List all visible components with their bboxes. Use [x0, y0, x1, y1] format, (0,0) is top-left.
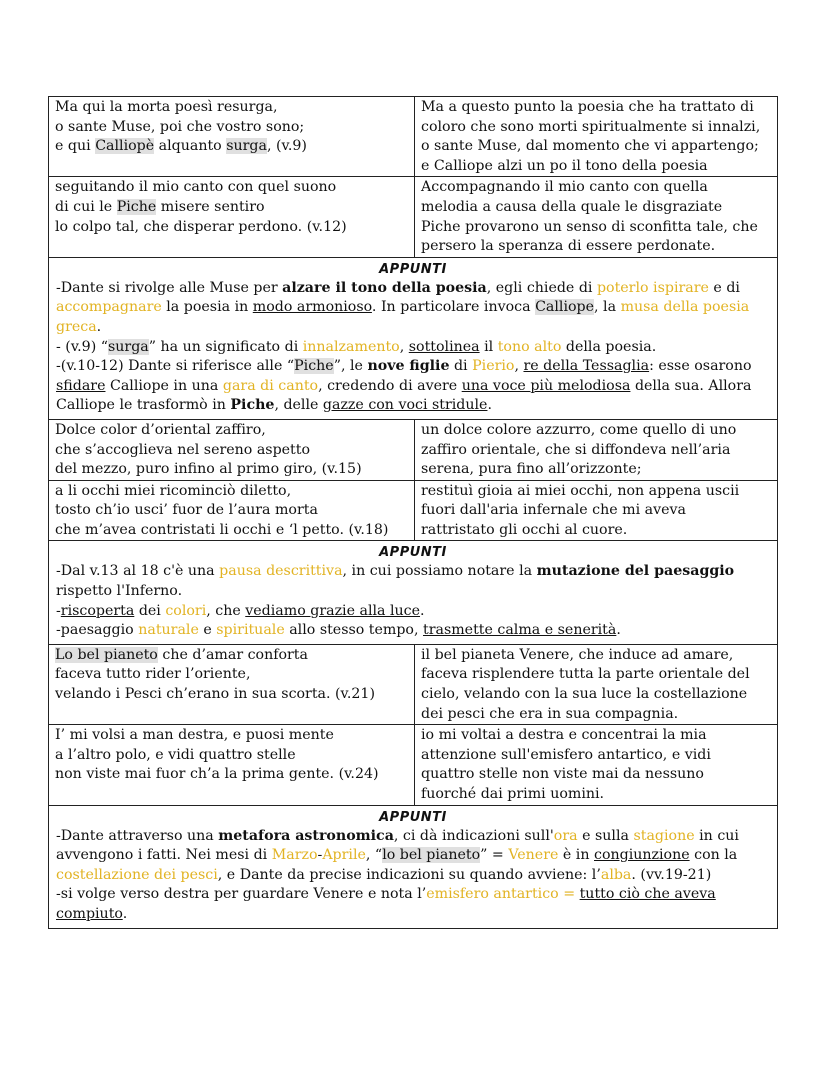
verse-row: [49, 97, 778, 177]
paraphrase: il bel pianeta Venere, che induce ad amare, faceva risplendere tutta la parte orientale del cielo, velando con la sua luce la costellazione dei pesci che era in sua compagnia.: [415, 644, 778, 724]
paraphrase: restituì gioia ai miei occhi, non appena uscii fuori dall'aria infernale che mi aveva rattristato gli occhi al cuore.: [415, 480, 778, 541]
note-paragraph: -Dal v.13 al 18 c'è una pausa descrittiva, in cui possiamo notare la mutazione del paesaggio rispetto l'Inferno.: [56, 563, 735, 600]
original-verse: a li occhi miei ricominciò diletto, tosto ch’io usci’ fuor de l’aura morta che m’avea contristati li occhi e ‘l petto. (v.18): [49, 480, 415, 541]
notes-row: [49, 257, 778, 419]
paraphrase: un dolce colore azzurro, come quello di uno zaffiro orientale, che si diffondeva nell’aria serena, pura fino all’orizzonte;: [415, 419, 778, 480]
original-verse: I’ mi volsi a man destra, e puosi mente a l’altro polo, e vidi quattro stelle non viste mai fuor ch’a la prima gente. (v.24): [49, 725, 415, 805]
original-verse: Ma qui la morta poesì resurga, o sante Muse, poi che vostro sono; e qui Calliopè alquanto surga, (v.9): [49, 97, 415, 177]
notes-cell: [49, 805, 778, 928]
notes-row: [49, 541, 778, 644]
note-paragraph: -Dante attraverso una metafora astronomica, ci dà indicazioni sull'ora e sulla stagione in cui avvengono i fatti. Nei mesi di Marzo-Aprile, “lo bel pianeto” = Venere è in congiunzione con la costellazione dei pesci, e Dante da precise indicazioni su quando avviene: l’alba. (vv.19-21): [56, 827, 739, 883]
original-verse: Dolce color d’oriental zaffiro, che s’accoglieva nel sereno aspetto del mezzo, puro infino al primo giro, (v.15): [49, 419, 415, 480]
original-verse: seguitando il mio canto con quel suono di cui le Piche misere sentiro lo colpo tal, che disperar perdono. (v.12): [49, 177, 415, 257]
highlight: Piche: [116, 198, 157, 215]
verse-row: [49, 644, 778, 724]
note-paragraph: -si volge verso destra per guardare Venere e nota l’emisfero antartico = tutto ciò che aveva compiuto.: [56, 886, 716, 922]
notes-row: [49, 805, 778, 928]
note-paragraph: -Dante si rivolge alle Muse per alzare il tono della poesia, egli chiede di poterlo ispirare e di accompagnare la poesia in modo armonioso. In particolare invoca Calliope, la musa della poesia greca.: [56, 279, 750, 335]
notes-cell: [49, 257, 778, 419]
notes-heading: APPUNTI: [379, 809, 447, 825]
notes-heading: APPUNTI: [379, 545, 447, 561]
note-paragraph: - (v.9) “surga” ha un significato di innalzamento, sottolinea il tono alto della poesia.: [56, 338, 657, 355]
paraphrase: Accompagnando il mio canto con quella melodia a causa della quale le disgraziate Piche provarono un senso di sconfitta tale, che persero la speranza di essere perdonate.: [415, 177, 778, 257]
note-paragraph: -riscoperta dei colori, che vediamo grazie alla luce.: [56, 602, 425, 619]
note-paragraph: -paesaggio naturale e spirituale allo stesso tempo, trasmette calma e senerità.: [56, 622, 621, 639]
verse-row: [49, 480, 778, 541]
paraphrase: io mi voltai a destra e concentrai la mia attenzione sull'emisfero antartico, e vidi quattro stelle non viste mai da nessuno fuorché dai primi uomini.: [415, 725, 778, 805]
verse-row: [49, 725, 778, 805]
verse-row: [49, 419, 778, 480]
paraphrase: Ma a questo punto la poesia che ha trattato di coloro che sono morti spiritualmente si innalzi, o sante Muse, dal momento che vi appartengo; e Calliope alzi un po il tono della poesia: [415, 97, 778, 177]
note-paragraph: -(v.10-12) Dante si riferisce alle “Piche”, le nove figlie di Pierio, re della Tessaglia: esse osarono sfidare Calliope in una gara di canto, credendo di avere una voce più melodiosa della sua. Allora Calliope le trasformò in Piche, delle gazze con voci stridule.: [56, 358, 752, 414]
notes-cell: [49, 541, 778, 644]
original-verse: Lo bel pianeto che d’amar conforta faceva tutto rider l’oriente, velando i Pesci ch’erano in sua scorta. (v.21): [49, 644, 415, 724]
highlight: Lo bel pianeto: [55, 646, 158, 663]
document-table: [48, 96, 778, 929]
verse-row: [49, 177, 778, 257]
highlight: surga: [226, 138, 267, 155]
highlight: Calliopè: [95, 138, 155, 155]
notes-heading: APPUNTI: [379, 261, 447, 277]
